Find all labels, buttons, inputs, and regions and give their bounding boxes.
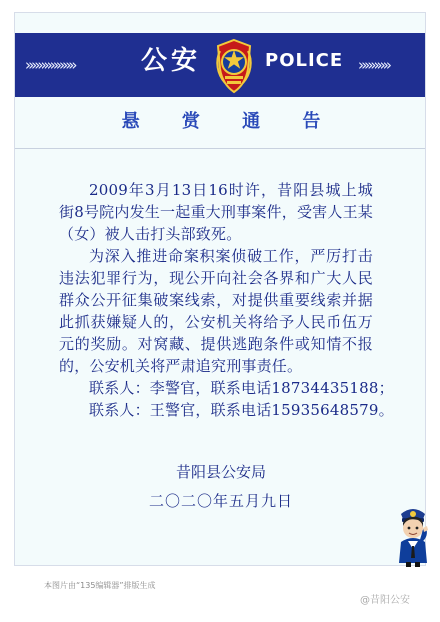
case-paragraph: 2009年3月13日16时许，昔阳县城上城街8号院内发生一起重大刑事案件，受害人王某（女）被人击打头部致死。 xyxy=(59,181,373,243)
police-banner xyxy=(15,33,425,97)
contact-wang: 联系人：王警官，联系电话15935648579。 xyxy=(89,401,394,419)
reward-paragraph: 为深入推进命案积案侦破工作，严厉打击违法犯罪行为，现公开向社会各界和广大人民群众公开征集破案线索，对提供重要线索并据此抓获嫌疑人的，公安机关将给予人民币伍万元的奖励。对窝藏、提供逃跑条件或知情不报的，公安机关将严肃追究刑事责任。 xyxy=(59,247,373,375)
weibo-watermark: @昔阳公安 xyxy=(360,595,410,606)
issue-date: 二〇二〇年五月九日 xyxy=(148,492,293,510)
title-divider xyxy=(15,148,425,149)
reward-notice-card xyxy=(14,12,426,566)
police-emblem-icon xyxy=(212,38,256,94)
editor-source-note: 本图片由“135编辑器”排版生成 xyxy=(44,581,156,590)
issuing-agency: 昔阳县公安局 xyxy=(175,463,266,481)
notice-body xyxy=(59,179,394,421)
left-chevron-decoration: »»»»»»»» xyxy=(25,56,75,74)
right-chevron-decoration: »»»»» xyxy=(358,56,389,74)
contact-li: 联系人：李警官，联系电话18734435188； xyxy=(89,379,394,397)
notice-title: 悬 赏 通 告 xyxy=(121,111,339,132)
banner-title: 公安 xyxy=(141,46,202,76)
police-officer-icon xyxy=(393,503,433,567)
police-label: POLICE xyxy=(265,50,344,71)
